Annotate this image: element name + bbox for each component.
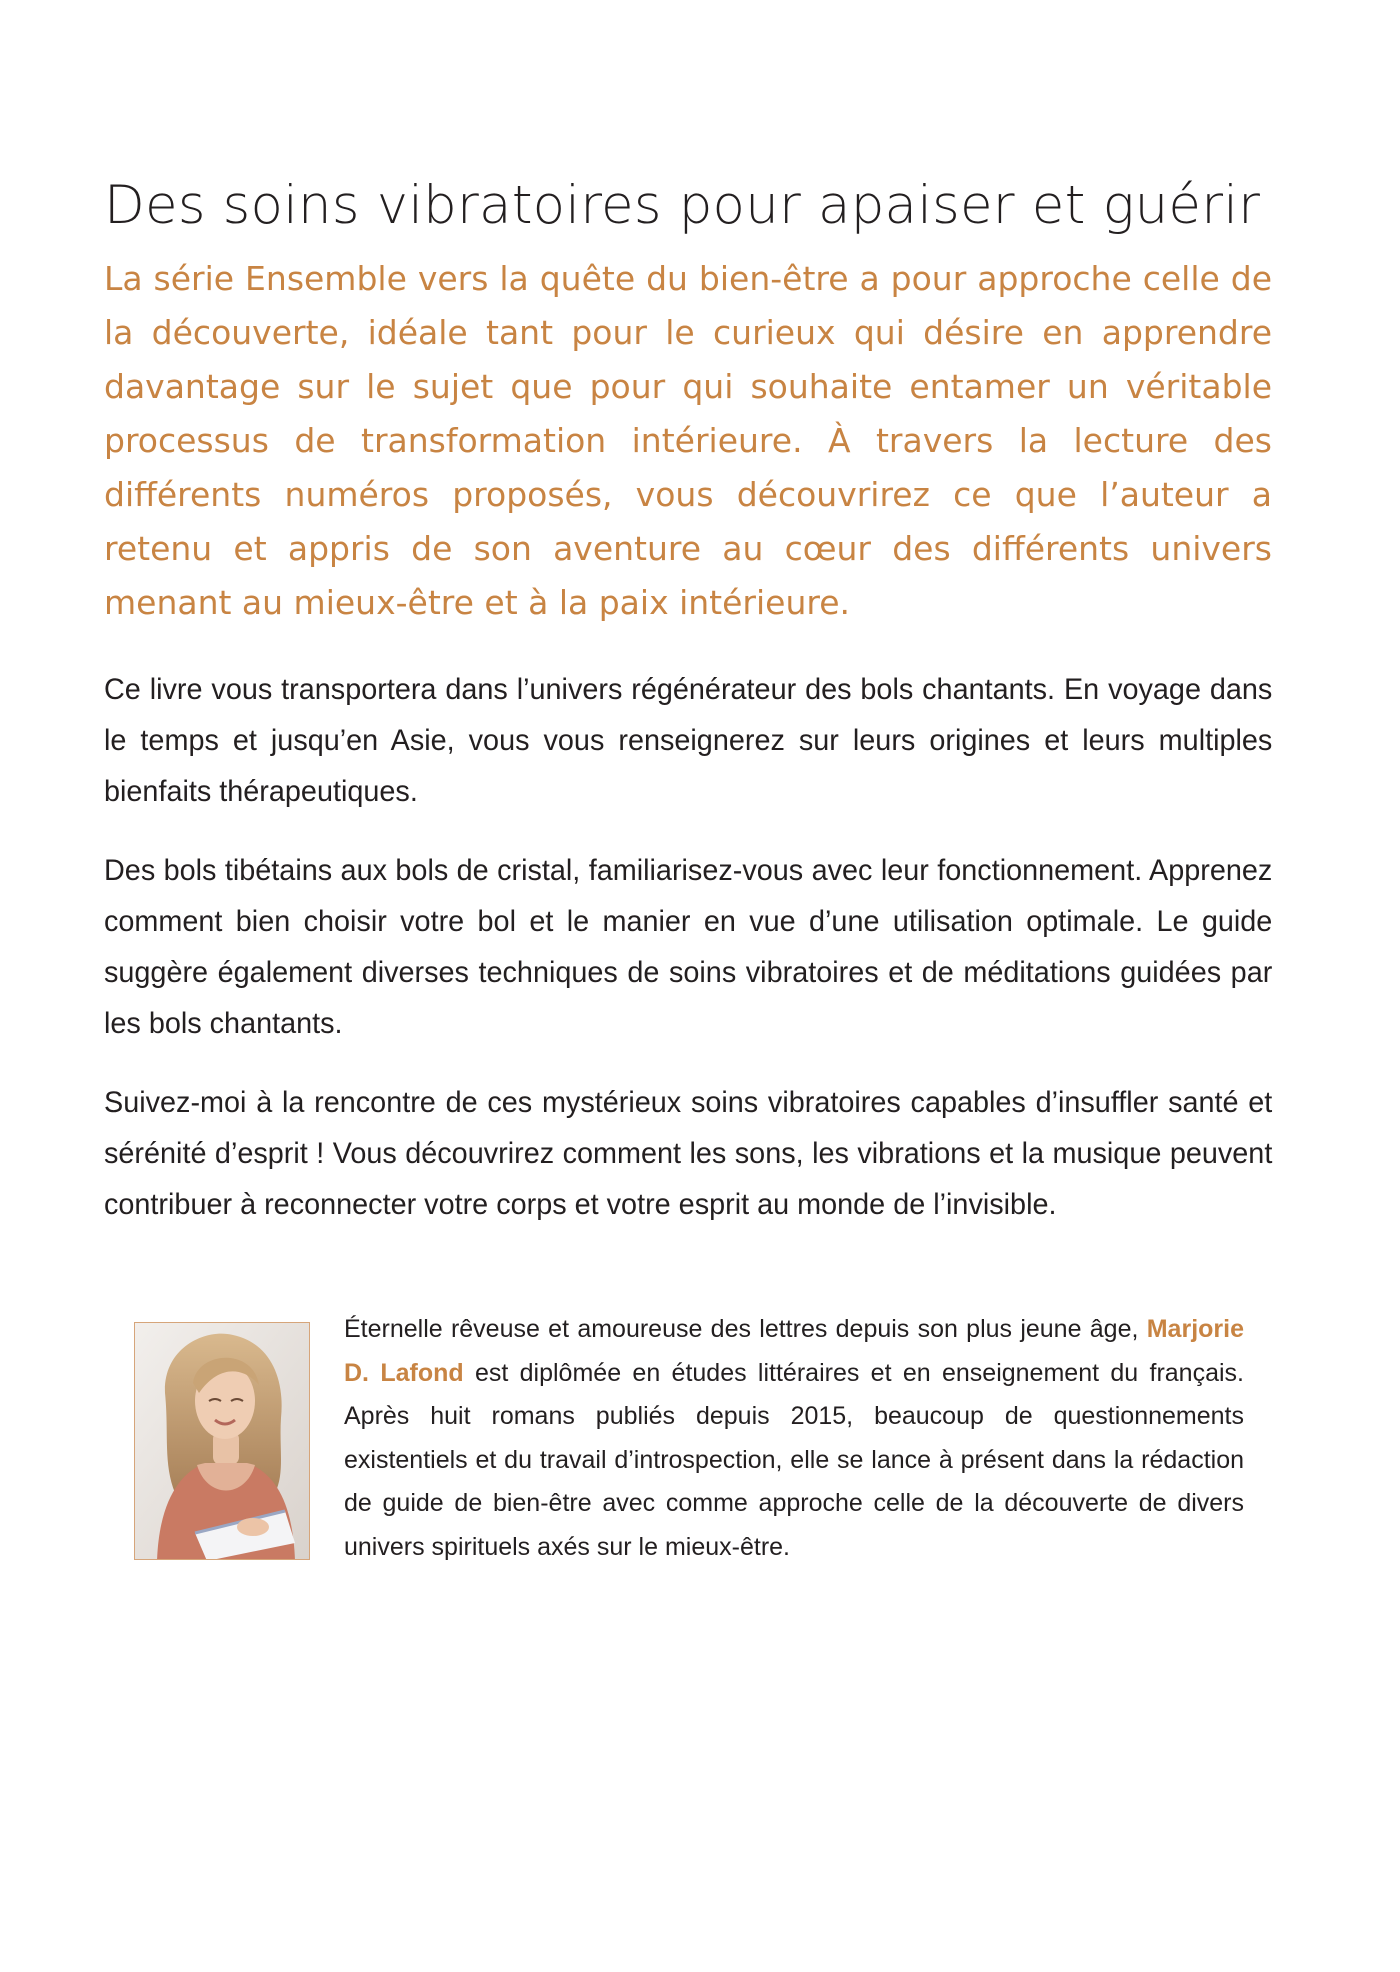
author-photo [134,1322,310,1560]
body-paragraph-3: Suivez-moi à la rencontre de ces mystérieux soins vibratoires capables d’insuffler santé et sérénité d’esprit ! Vous découvrirez comment les sons, les vibrations et la musique peuvent contribuer à reconnecter votre corps et votre esprit au monde de l’invisible. [104,1086,1273,1221]
back-cover [104,172,1273,1561]
body-paragraph-1: Ce livre vous transportera dans l’univers régénérateur des bols chantants. En voyage dans le temps et jusqu’en Asie, vous vous renseignerez sur leurs origines et leurs multiples bienfaits thérapeutiques. [104,673,1273,808]
author-name: Marjorie D. Lafond [344,1315,1244,1387]
page-title: Des soins vibratoires pour apaiser et guérir [104,175,1261,236]
author-bio [344,1308,1244,1569]
author-bio-rest: est diplômée en études littéraires et en enseignement du français. Après huit romans publiés depuis 2015, beaucoup de questionnements existentiels et du travail d’introspection, elle se lance à présent dans la rédaction de guide de bien-être avec comme approche celle de la découverte de divers univers spirituels axés sur le mieux-être. [344,1358,1244,1561]
body-paragraph-2: Des bols tibétains aux bols de cristal, familiarisez-vous avec leur fonctionnement. Apprenez comment bien choisir votre bol et le manier en vue d’une utilisation optimale. Le guide suggère également diverses techniques de soins vibratoires et de méditations guidées par les bols chantants. [104,854,1273,1040]
author-bio-intro: Éternelle rêveuse et amoureuse des lettres depuis son plus jeune âge, [344,1315,1147,1343]
series-intro: La série Ensemble vers la quête du bien-être a pour approche celle de la découverte, idéale tant pour le curieux qui désire en apprendre davantage sur le sujet que pour qui souhaite entamer un véritable processus de transformation intérieure. À travers la lecture des différents numéros proposés, vous découvrirez ce que l’auteur a retenu et appris de son aventure au cœur des différents univers menant au mieux-être et à la paix intérieure. [104,259,1272,622]
